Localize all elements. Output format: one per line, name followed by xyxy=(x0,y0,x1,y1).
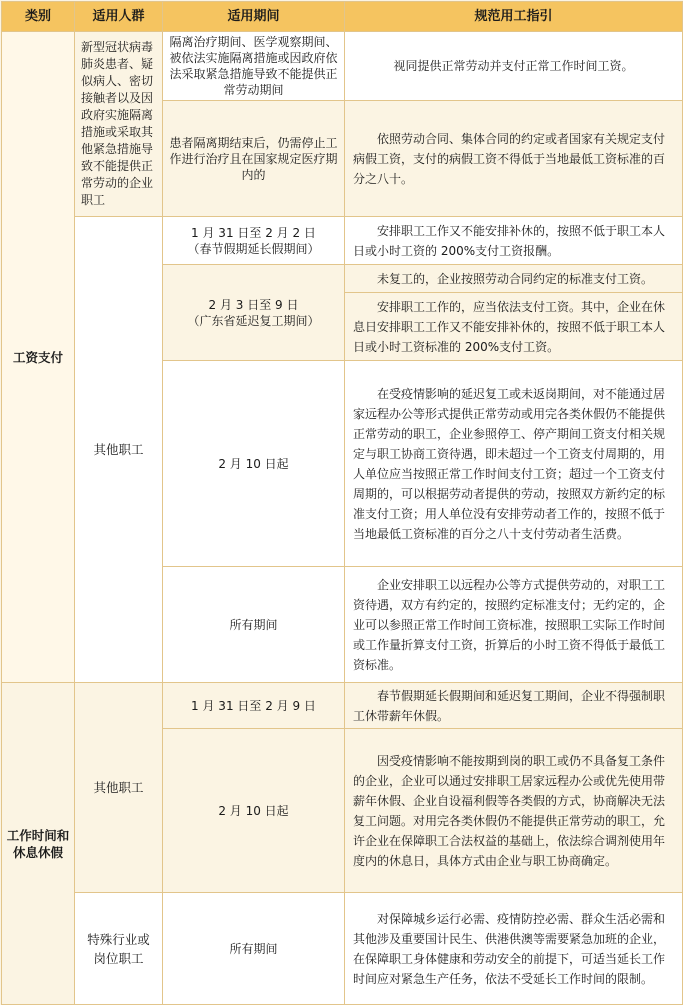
guide-cell: 安排职工工作的，应当依法支付工资。其中，企业在休息日安排职工工作又不能安排补休的，按照不低于职工本人日或小时工资标准的 200%支付工资。 xyxy=(345,293,683,361)
labor-guide-table xyxy=(1,1,683,1005)
period-cell: 2 月 10 日起 xyxy=(163,729,345,893)
group-line: 岗位职工 xyxy=(93,950,144,966)
group-patients: 新型冠状病毒肺炎患者、疑似病人、密切接触者以及因政府实施隔离措施或采取其他紧急措施导致不能提供正常劳动的企业职工 xyxy=(75,32,163,217)
period-cell: 隔离治疗期间、医学观察期间、被依法实施隔离措施或因政府依法采取紧急措施导致不能提供正常劳动期间 xyxy=(163,32,345,101)
category-rest xyxy=(2,683,75,1005)
period-cell: 1 月 31 日至 2 月 9 日 xyxy=(163,683,345,729)
guide-cell: 春节假期延长假期间和延迟复工期间，企业不得强制职工休带薪年休假。 xyxy=(345,683,683,729)
period-cell: 所有期间 xyxy=(163,567,345,683)
period-cell xyxy=(163,217,345,265)
period-cell: 所有期间 xyxy=(163,893,345,1005)
table-row xyxy=(2,893,683,1005)
group-line: 特殊行业或 xyxy=(87,931,150,947)
period-cell: 患者隔离期结束后，仍需停止工作进行治疗且在国家规定医疗期内的 xyxy=(163,101,345,217)
header-group: 适用人群 xyxy=(75,2,163,32)
group-other-staff: 其他职工 xyxy=(75,217,163,683)
guide-cell: 对保障城乡运行必需、疫情防控必需、群众生活必需和其他涉及重要国计民生、供港供澳等需要紧急加班的企业，在保障职工身体健康和劳动安全的前提下，可适当延长工作时间应对紧急生产任务，依法不受延长工作时间的限制。 xyxy=(345,893,683,1005)
header-period: 适用期间 xyxy=(163,2,345,32)
table-row xyxy=(2,32,683,101)
category-wage: 工资支付 xyxy=(2,32,75,683)
guide-cell: 安排职工工作又不能安排补休的，按照不低于职工本人日或小时工资的 200%支付工资报酬。 xyxy=(345,217,683,265)
guide-cell: 视同提供正常劳动并支付正常工作时间工资。 xyxy=(345,32,683,101)
header-category: 类别 xyxy=(2,2,75,32)
group-other-staff: 其他职工 xyxy=(75,683,163,893)
table-row xyxy=(2,683,683,729)
header-row xyxy=(2,2,683,32)
category-line: 工作时间和 xyxy=(6,827,70,843)
guide-cell: 企业安排职工以远程办公等方式提供劳动的，对职工工资待遇，双方有约定的，按照约定标准支付；无约定的，企业可以参照正常工作时间工资标准，按照职工实际工作时间或工作量折算支付工资，折算后的小时工资不得低于最低工资标准。 xyxy=(345,567,683,683)
table-row xyxy=(2,217,683,265)
guide-cell: 未复工的，企业按照劳动合同约定的标准支付工资。 xyxy=(345,265,683,293)
period-line: （春节假期延长假期间） xyxy=(187,241,320,256)
period-cell: 2 月 10 日起 xyxy=(163,361,345,567)
guide-cell: 在受疫情影响的延迟复工或未返岗期间，对不能通过居家远程办公等形式提供正常劳动或用完各类休假仍不能提供正常劳动的职工，企业参照停工、停产期间工资支付相关规定与职工协商工资待遇，即未超过一个工资支付周期的，用人单位应当按照正常工作时间支付工资；超过一个工资支付周期的，可以根据劳动者提供的劳动，按照双方新约定的标准支付工资；用人单位没有安排劳动者工作的，按照不低于当地最低工资标准的百分之八十支付劳动者生活费。 xyxy=(345,361,683,567)
group-special-industry xyxy=(75,893,163,1005)
period-line: （广东省延迟复工期间） xyxy=(187,313,320,328)
guide-cell: 因受疫情影响不能按期到岗的职工或仍不具备复工条件的企业，企业可以通过安排职工居家远程办公或优先使用带薪年休假、企业自设福利假等各类假的方式，协商解决无法复工问题。对用完各类休假仍不能提供正常劳动的职工，允许企业在保障职工合法权益的基础上，依法综合调剂使用年度内的休息日，具体方式由企业与职工协商确定。 xyxy=(345,729,683,893)
period-line: 1 月 31 日至 2 月 2 日 xyxy=(191,225,316,240)
header-guide: 规范用工指引 xyxy=(345,2,683,32)
guide-cell: 依照劳动合同、集体合同的约定或者国家有关规定支付病假工资，支付的病假工资不得低于当地最低工资标准的百分之八十。 xyxy=(345,101,683,217)
period-cell xyxy=(163,265,345,361)
category-line: 休息休假 xyxy=(12,844,63,860)
period-line: 2 月 3 日至 9 日 xyxy=(208,297,299,312)
